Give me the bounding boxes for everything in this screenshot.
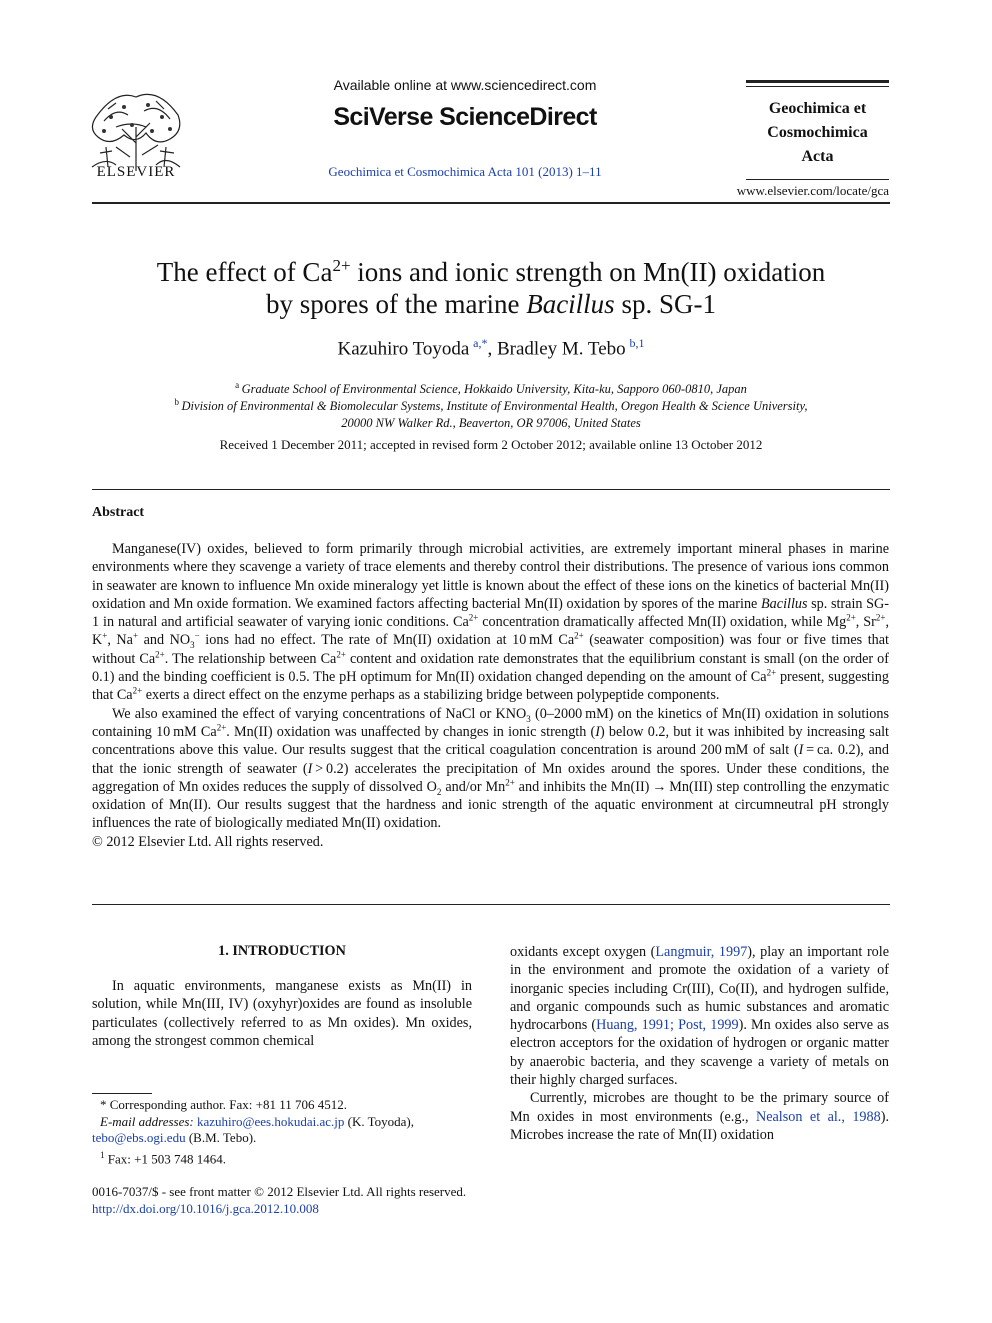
email-label: E-mail addresses:	[100, 1113, 194, 1129]
doi-link[interactable]: http://dx.doi.org/10.1016/j.gca.2012.10.008	[92, 1200, 319, 1216]
abstract-bottom-rule	[92, 904, 890, 905]
footnote-rule	[92, 1093, 152, 1094]
email-owner: (B.M. Tebo).	[188, 1130, 257, 1145]
journal-title-box	[746, 80, 889, 180]
body-column-left	[92, 977, 472, 1050]
journal-reference-link[interactable]: Geochimica et Cosmochimica Acta 101 (2013) 1–11	[328, 164, 602, 179]
author-list: Kazuhiro Toyoda $^{a,*}$, Bradley M. Tebo $^{b,1}$	[337, 336, 645, 360]
journal-homepage-link[interactable]: www.elsevier.com/locate/gca	[736, 183, 889, 198]
body-paragraph: Currently, microbes are thought to be the primary source of Mn oxides in most environments (e.g., Nealson et al., 1988). Microbes increase the rate of Mn(II) oxidation	[510, 1090, 889, 1143]
body-paragraph: oxidants except oxygen (Langmuir, 1997), play an important role in the environment and promote the oxidation of a variety of inorganic species including Cr(III), Co(II), and hydrogen sulfide, and organic compounds such as humic substances and aromatic hydrocarbons (Huang, 1991; Post, 1999). Mn oxides also serve as electron acceptors for the oxidation of hydrogen or organic matter by anaerobic bacteria, and they scavenge a variety of metals on their highly charged surfaces.	[510, 944, 889, 1089]
affiliation-b	[92, 394, 890, 432]
affiliation-text: Graduate School of Environmental Science, Hokkaido University, Kita-ku, Sapporo 060-0810, Japan	[241, 382, 747, 397]
title-text: by spores of the marine	[266, 289, 527, 319]
body-paragraph: In aquatic environments, manganese exists as Mn(II) in solution, while Mn(III, IV) (oxyhyr)oxides are found as insoluble particulates (collectively referred to as Mn oxides). Mn oxides, among the strongest common chemical	[92, 978, 472, 1049]
title-text: The effect of Ca	[156, 257, 333, 287]
footnote-emails	[92, 1114, 472, 1147]
body-column-right	[510, 943, 889, 1144]
title-text: sp. SG-1	[614, 289, 716, 319]
affiliation-text: 20000 NW Walker Rd., Beaverton, OR 97006, United States	[341, 416, 641, 431]
header-divider	[92, 202, 890, 204]
article-title	[92, 250, 890, 320]
title-text: ions and ionic strength on Mn(II) oxidation	[350, 257, 826, 287]
citation-link[interactable]: Langmuir, 1997	[655, 944, 748, 960]
footnote-text: Corresponding author. Fax: +81 11 706 4512.	[109, 1097, 347, 1112]
front-matter-info	[92, 1184, 612, 1217]
available-online-text: Available online at www.sciencedirect.com	[333, 77, 597, 93]
journal-title	[746, 97, 889, 169]
issn-line: 0016-7037/$ - see front matter © 2012 Elsevier Ltd. All rights reserved.	[92, 1184, 467, 1199]
abstract-paragraph: We also examined the effect of varying concentrations of NaCl or $KNO_3$ (0–2000 mM) on the kinetics of Mn(II) oxidation in solutions containing 10 mM $Ca^{2+}$. Mn(II) oxidation was unaffected by changes in ionic strength (I) below 0.2, but it was inhibited by increasing salt concentrations above this value. Our results suggest that the critical coagulation concentration is around 200 mM of salt (I = ca. 0.2), and that the ionic strength of seawater (I > 0.2) accelerates the precipitation of Mn oxides around the spores. Under these conditions, the aggregation of Mn oxides reduces the supply of dissolved $O_2$ and/or $Mn^{2+}$ and inhibits the Mn(II) → Mn(III) step controlling the enzymatic oxidation of Mn(II). Our results suggest that the hardness and ionic strength of the aquatic environment at circumneutral pH strongly influences the rate of biologically mediated Mn(II) oxidation.	[92, 705, 889, 832]
copyright-line: © 2012 Elsevier Ltd. All rights reserved.	[92, 833, 324, 850]
author-affiliation-link[interactable]: b,1	[629, 336, 645, 350]
citation-link[interactable]: Huang, 1991; Post, 1999	[596, 1017, 739, 1034]
footnote-corresponding: * Corresponding author. Fax: +81 11 706 4512.	[100, 1097, 347, 1112]
article-history: Received 1 December 2011; accepted in revised form 2 October 2012; available online 13 October 2012	[219, 437, 763, 452]
abstract-paragraph: Manganese(IV) oxides, believed to form primarily through microbial activities, are extremely important mineral phases in marine environments where they scavenge a variety of trace elements and thereby control their distributions. The presence of various ions common in seawater are known to influence Mn oxide mineralogy yet little is known about the effect of these ions on the kinetics of bacterial Mn(II) oxidation and Mn oxide formation. We examined factors affecting bacterial Mn(II) oxidation by spores of the marine Bacillus sp. strain SG-1 in natural and artificial seawater of varying ionic conditions. $Ca^{2+}$ concentration dramatically affected Mn(II) oxidation, while $Mg^{2+}$, $Sr^{2+}$, K+, Na+ and $NO_3^-$ ions had no effect. The rate of Mn(II) oxidation at 10 mM $Ca^{2+}$ (seawater composition) was four or five times that without $Ca^{2+}$. The relationship between $Ca^{2+}$ content and oxidation rate demonstrates that the equilibrium constant is small (on the order of 0.1) and the binding coefficient is 0.5. The pH optimum for Mn(II) oxidation changed depending on the amount of $Ca^{2+}$ present, suggesting that $Ca^{2+}$ exerts a direct effect on the enzyme perhaps as a stabilizing bridge between polypeptide components.	[92, 541, 889, 704]
footnote-mark: 1	[100, 1149, 105, 1160]
abstract-top-rule	[92, 489, 890, 490]
section-heading-introduction: 1. INTRODUCTION	[218, 943, 346, 959]
footnotes	[92, 1097, 472, 1167]
affiliation-text: Division of Environmental & Biomolecular Systems, Institute of Environmental Health, Oregon Health & Science University,	[181, 399, 808, 414]
title-superscript: 2+	[332, 256, 351, 275]
email-owner: (K. Toyoda),	[347, 1113, 414, 1129]
title-italic-text: Bacillus	[526, 289, 615, 319]
author-name: Kazuhiro Toyoda	[337, 338, 470, 360]
journal-title-line: Geochimica et	[768, 100, 867, 117]
footnote-fax	[92, 1147, 472, 1168]
author-name: Bradley M. Tebo	[496, 338, 626, 360]
footnote-text: Fax: +1 503 748 1464.	[107, 1150, 226, 1166]
affiliation-mark: a	[235, 380, 240, 390]
author-affiliation-link[interactable]: a,*	[473, 336, 488, 350]
affiliation-mark: b	[174, 397, 180, 407]
elsevier-wordmark: ELSEVIER	[96, 164, 176, 180]
journal-title-line: Acta	[801, 148, 834, 165]
email-link[interactable]: tebo@ebs.ogi.edu	[92, 1130, 186, 1145]
journal-title-line: Cosmochimica	[767, 124, 868, 141]
email-link[interactable]: kazuhiro@ees.hokudai.ac.jp	[197, 1113, 345, 1129]
abstract-body	[92, 540, 889, 851]
citation-link[interactable]: Nealson et al., 1988	[755, 1108, 881, 1125]
sciencedirect-logo-text: SciVerse ScienceDirect	[333, 103, 597, 131]
box-double-rule	[746, 86, 889, 87]
abstract-heading: Abstract	[92, 505, 145, 520]
